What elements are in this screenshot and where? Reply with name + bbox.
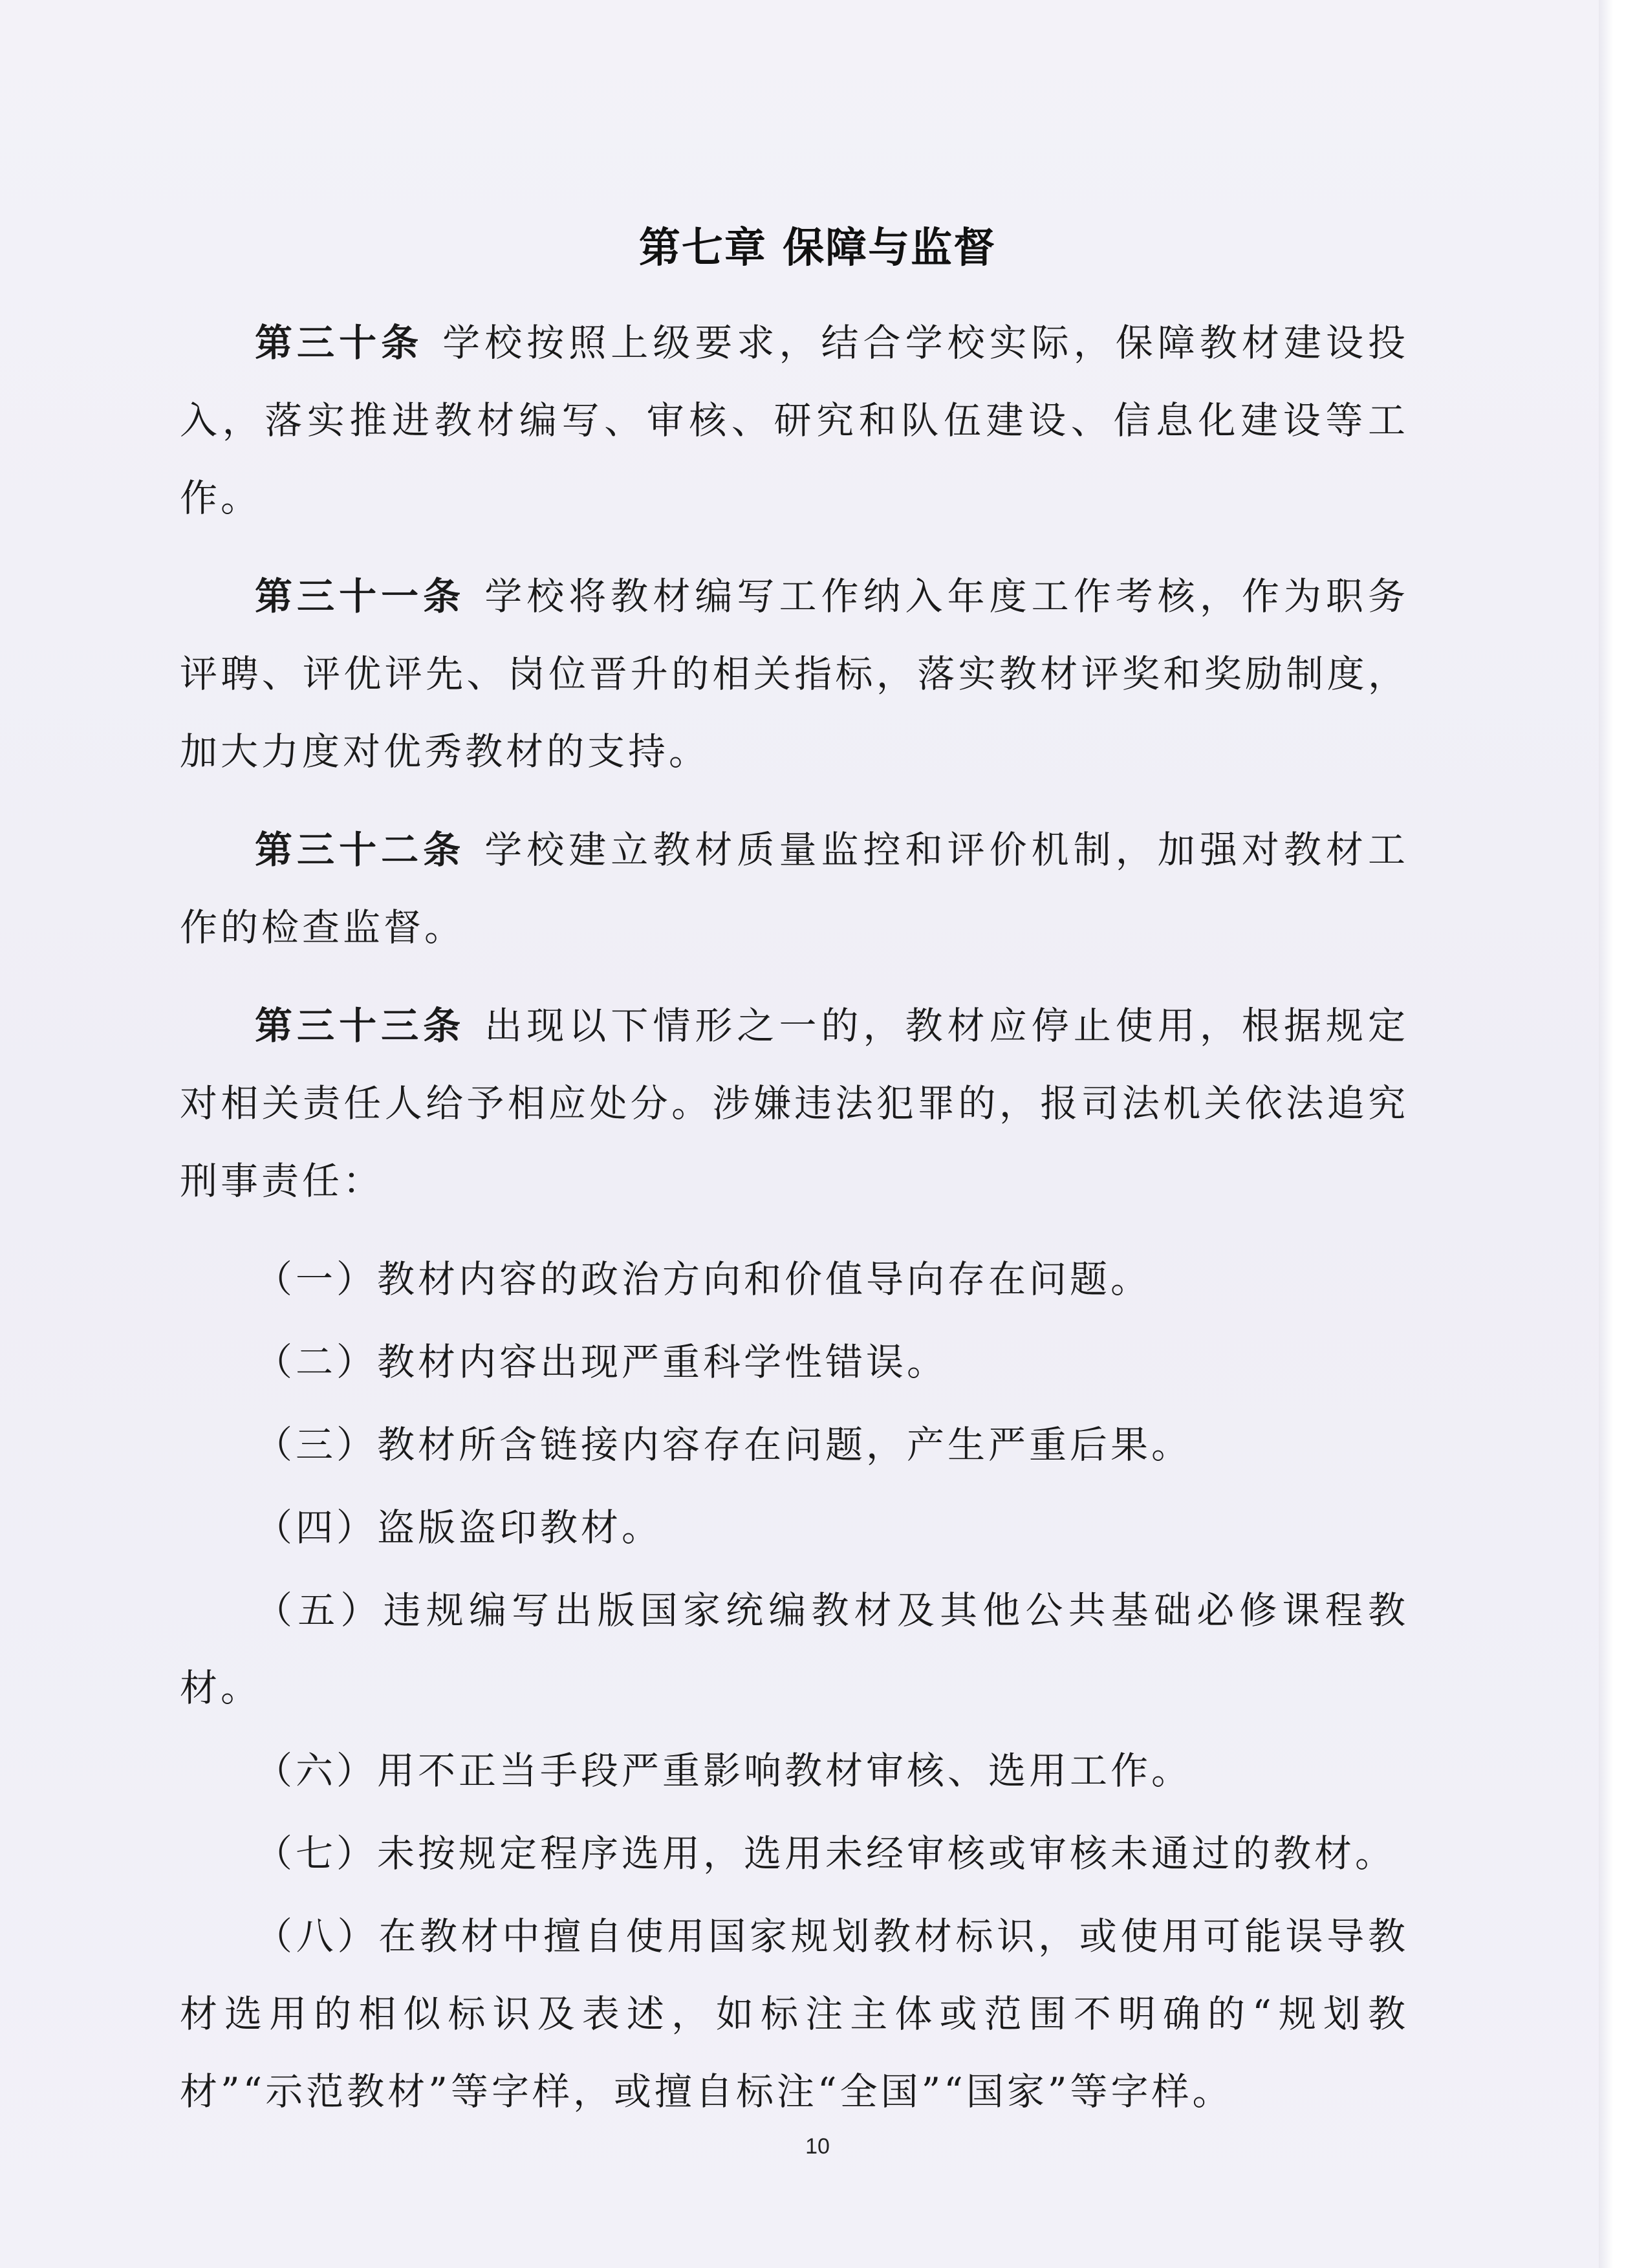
article-30: [180, 304, 1409, 537]
article-33: [180, 987, 1409, 1220]
list-item-1: （一）教材内容的政治方向和价值导向存在问题。: [255, 1257, 1152, 1301]
article-text: 学校按照上级要求，结合学校实际，保障教材建设投入，落实推进教材编写、审核、研究和队伍建设、信息化建设等工作。: [180, 321, 1409, 520]
paper-edge: [1599, 0, 1635, 2268]
article-31: [180, 557, 1409, 790]
article-32: [180, 811, 1409, 966]
list-item-6: （六）用不正当手段严重影响教材审核、选用工作。: [255, 1749, 1193, 1793]
article-number: 第三十一条: [255, 574, 466, 618]
list-item-7: （七）未按规定程序选用，选用未经审核或审核未通过的教材。: [255, 1831, 1396, 1875]
article-text: 学校建立教材质量监控和评价机制，加强对教材工作的检查监督。: [180, 828, 1409, 949]
list-item-3: （三）教材所含链接内容存在问题，产生严重后果。: [255, 1423, 1193, 1467]
list-item-5: （五）违规编写出版国家统编教材及其他公共基础必修课程教材。: [180, 1588, 1409, 1710]
document-body: [180, 304, 1409, 2135]
article-number: 第三十条: [255, 321, 424, 365]
article-number: 第三十二条: [255, 828, 466, 872]
page-number: 10: [805, 2134, 830, 2159]
list-item-2: （二）教材内容出现严重科学性错误。: [255, 1340, 948, 1384]
article-number: 第三十三条: [255, 1004, 466, 1048]
article-text: 学校将教材编写工作纳入年度工作考核，作为职务评聘、评优评先、岗位晋升的相关指标，落实教材评奖和奖励制度，加大力度对优秀教材的支持。: [180, 574, 1409, 773]
chapter-title: 第七章 保障与监督: [638, 224, 997, 272]
list-item-4: （四）盗版盗印教材。: [255, 1506, 663, 1550]
article-text: 出现以下情形之一的，教材应停止使用，根据规定对相关责任人给予相应处分。涉嫌违法犯罪的，报司法机关依法追究刑事责任：: [180, 1004, 1409, 1203]
list-item-8: （八）在教材中擅自使用国家规划教材标识，或使用可能误导教材选用的相似标识及表述，如标注主体或范围不明确的“规划教材”“示范教材”等字样，或擅自标注“全国”“国家”等字样。: [180, 1914, 1409, 2113]
